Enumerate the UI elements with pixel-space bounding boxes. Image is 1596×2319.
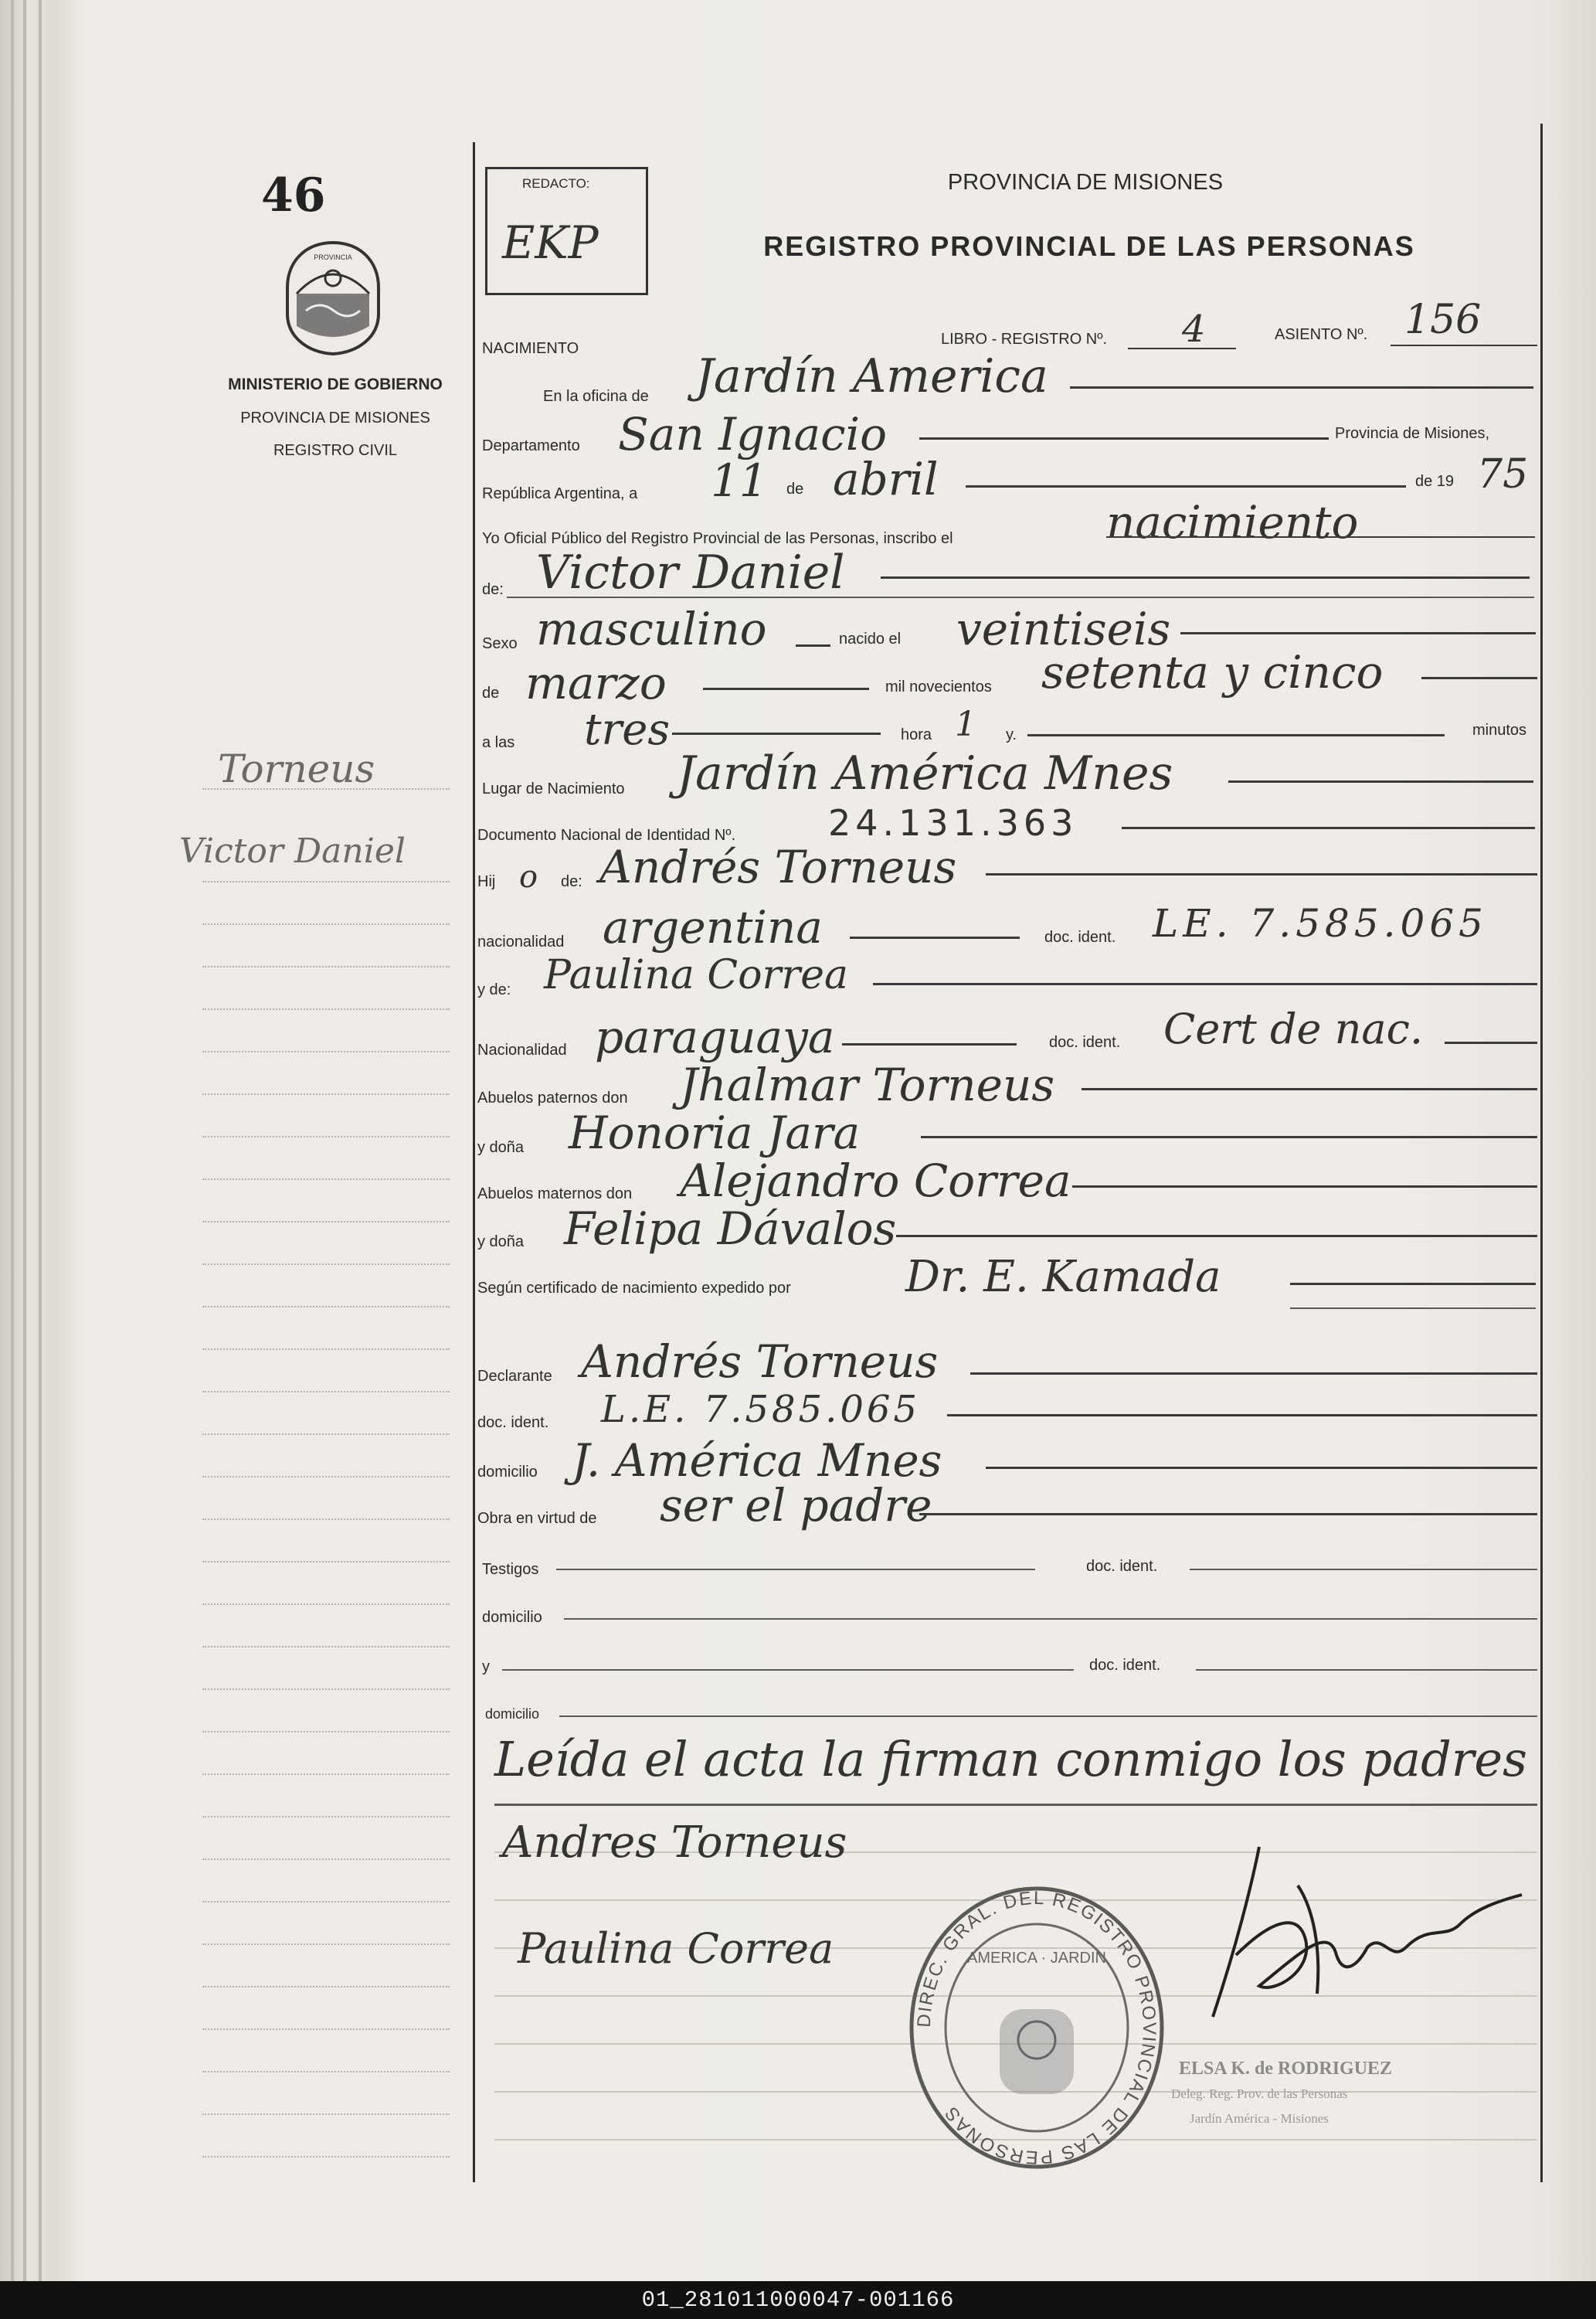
- doc-padre-value: LE. 7.585.065: [1153, 901, 1488, 946]
- doc-ident2-label: doc. ident.: [477, 1414, 549, 1431]
- doc-ident-madre-label: doc. ident.: [1049, 1034, 1121, 1051]
- declarante-doc-value: L.E. 7.585.065: [601, 1388, 920, 1431]
- oficina-value: Jardín America: [695, 349, 1048, 403]
- official-signature: [1205, 1839, 1530, 2025]
- y-de-label: y de:: [477, 981, 511, 998]
- margin-note-surname: Torneus: [218, 746, 375, 791]
- testigos-domicilio-label: domicilio: [482, 1609, 542, 1626]
- stamp-inner-text: AMERICA · JARDIN: [966, 1950, 1107, 1967]
- abuelos-maternos-label: Abuelos maternos don: [477, 1185, 633, 1202]
- declarante-label: Declarante: [477, 1368, 552, 1385]
- y-dona-materna-label: y doña: [477, 1233, 525, 1250]
- libro-value: 4: [1182, 308, 1206, 351]
- footer-id: 01_281011000047-001166: [641, 2287, 955, 2313]
- nacionalidad-label: nacionalidad: [477, 933, 565, 950]
- emblem-top-text: PROVINCIA: [314, 253, 352, 261]
- libro-label: LIBRO - REGISTRO Nº.: [941, 331, 1108, 348]
- mes2-value: marzo: [525, 657, 667, 709]
- anio2-value: setenta y cinco: [1041, 646, 1384, 699]
- frame-right-border: [1540, 124, 1543, 2182]
- y-label: y.: [1006, 726, 1017, 743]
- nacido-value: veintiseis: [956, 603, 1171, 655]
- inscribo-value: nacimiento: [1106, 496, 1359, 549]
- lugar-label: Lugar de Nacimiento: [482, 780, 625, 797]
- obra-label: Obra en virtud de: [477, 1510, 597, 1527]
- official-name: ELSA K. de RODRIGUEZ: [1179, 2059, 1393, 2079]
- domicilio-value: J. América Mnes: [572, 1434, 942, 1487]
- y-dona-paterna-label: y doña: [477, 1139, 525, 1156]
- abuelos-paternos-label: Abuelos paternos don: [477, 1090, 628, 1107]
- de-padre-label: de:: [561, 873, 582, 890]
- obra-value: ser el padre: [660, 1479, 932, 1532]
- anio-label: de 19: [1415, 473, 1455, 490]
- nacionalidad-madre-value: paraguaya: [595, 1011, 835, 1063]
- abuelo-paterno-value: Jhalmar Torneus: [680, 1059, 1055, 1111]
- signature-padre: Andres Torneus: [502, 1817, 847, 1868]
- oficial-text: Yo Oficial Público del Registro Provincial de las Personas, inscribo el: [482, 530, 953, 547]
- testigos-doc-ident-label: doc. ident.: [1086, 1558, 1158, 1575]
- anio-value: 75: [1477, 451, 1529, 498]
- de-nombre-label: de:: [482, 581, 504, 598]
- lugar-value: Jardín América Mnes: [677, 746, 1173, 801]
- certificado-value: Dr. E. Kamada: [905, 1252, 1221, 1302]
- nombre-value: Victor Daniel: [536, 546, 845, 600]
- page-edge: [11, 0, 14, 2281]
- hora-label: hora: [901, 726, 932, 743]
- signature-madre: Paulina Correa: [518, 1924, 834, 1973]
- testigos-label: Testigos: [482, 1561, 539, 1578]
- page-edge: [39, 0, 42, 2281]
- official-stamp: [908, 1885, 1165, 2170]
- de-label: de: [786, 481, 804, 498]
- mes-value: abril: [833, 453, 939, 505]
- header-province: PROVINCIA DE MISIONES: [947, 170, 1224, 195]
- testigo2-domicilio-label: domicilio: [485, 1706, 540, 1722]
- coat-of-arms-emblem: [283, 240, 383, 357]
- dia-value: 11: [711, 454, 768, 507]
- hijo-label: Hij: [477, 873, 496, 890]
- nacionalidad-padre-value: argentina: [603, 901, 823, 954]
- abuela-materna-value: Felipa Dávalos: [564, 1202, 897, 1255]
- frame-left-border: [473, 142, 475, 2182]
- certificado-label: Según certificado de nacimiento expedido por: [477, 1280, 791, 1297]
- margin-note-given-names: Victor Daniel: [179, 831, 406, 871]
- asiento-value: 156: [1404, 297, 1482, 343]
- departamento-value: San Ignacio: [618, 408, 888, 461]
- hora-value: tres: [584, 705, 671, 755]
- sexo-label: Sexo: [482, 635, 518, 652]
- de-mes-label: de: [482, 685, 500, 702]
- redacto-label: REDACTO:: [522, 176, 590, 191]
- declarante-value: Andrés Torneus: [581, 1335, 939, 1388]
- hijo-suffix: o: [519, 859, 538, 895]
- province-label: PROVINCIA DE MISIONES: [240, 410, 430, 427]
- office-label: REGISTRO CIVIL: [273, 442, 398, 459]
- official-title: Deleg. Reg. Prov. de las Personas: [1171, 2086, 1348, 2101]
- a-las-label: a las: [482, 734, 515, 751]
- dni-value: 24.131.363: [828, 802, 1078, 844]
- doc-ident-label: doc. ident.: [1044, 929, 1116, 946]
- domicilio-label: domicilio: [477, 1464, 538, 1481]
- nacionalidad2-label: Nacionalidad: [477, 1042, 567, 1059]
- hora-mark: 1: [955, 705, 976, 744]
- padre-value: Andrés Torneus: [599, 841, 957, 893]
- official-place: Jardín América - Misiones: [1190, 2111, 1329, 2126]
- y-testigo-label: y: [482, 1658, 490, 1675]
- doc-madre-value: Cert de nac.: [1163, 1005, 1424, 1053]
- nacido-label: nacido el: [839, 631, 902, 648]
- redacto-value: EKP: [502, 216, 599, 269]
- page-edge: [23, 0, 26, 2281]
- abuela-paterna-value: Honoria Jara: [569, 1107, 861, 1159]
- republica-label: República Argentina, a: [482, 485, 638, 502]
- testigo2-doc-ident-label: doc. ident.: [1089, 1657, 1161, 1674]
- page-number: 46: [261, 168, 326, 223]
- ministry-label: MINISTERIO DE GOBIERNO: [228, 376, 443, 393]
- dni-label: Documento Nacional de Identidad Nº.: [477, 827, 736, 844]
- record-type-label: NACIMIENTO: [482, 340, 579, 357]
- abuelo-materno-value: Alejandro Correa: [680, 1154, 1071, 1207]
- departamento-label: Departamento: [482, 437, 580, 454]
- mil-label: mil novecientos: [885, 678, 992, 695]
- madre-value: Paulina Correa: [544, 952, 849, 998]
- provincia-suffix: Provincia de Misiones,: [1335, 425, 1490, 442]
- leida-value: Leída el acta la firman conmigo los padres: [494, 1731, 1527, 1787]
- footer-bar: [0, 2281, 1596, 2319]
- emblem-bottom-text: MISIONES: [315, 340, 351, 348]
- stamp-ring-text: DIREC. GRAL. DEL REGISTRO PROVINCIAL DE LAS PERSONAS: [913, 1887, 1160, 2168]
- asiento-label: ASIENTO Nº.: [1275, 326, 1368, 343]
- header-title: REGISTRO PROVINCIAL DE LAS PERSONAS: [763, 230, 1415, 262]
- minutos-label: minutos: [1472, 722, 1527, 739]
- sexo-value: masculino: [536, 603, 767, 655]
- oficina-label: En la oficina de: [543, 388, 649, 405]
